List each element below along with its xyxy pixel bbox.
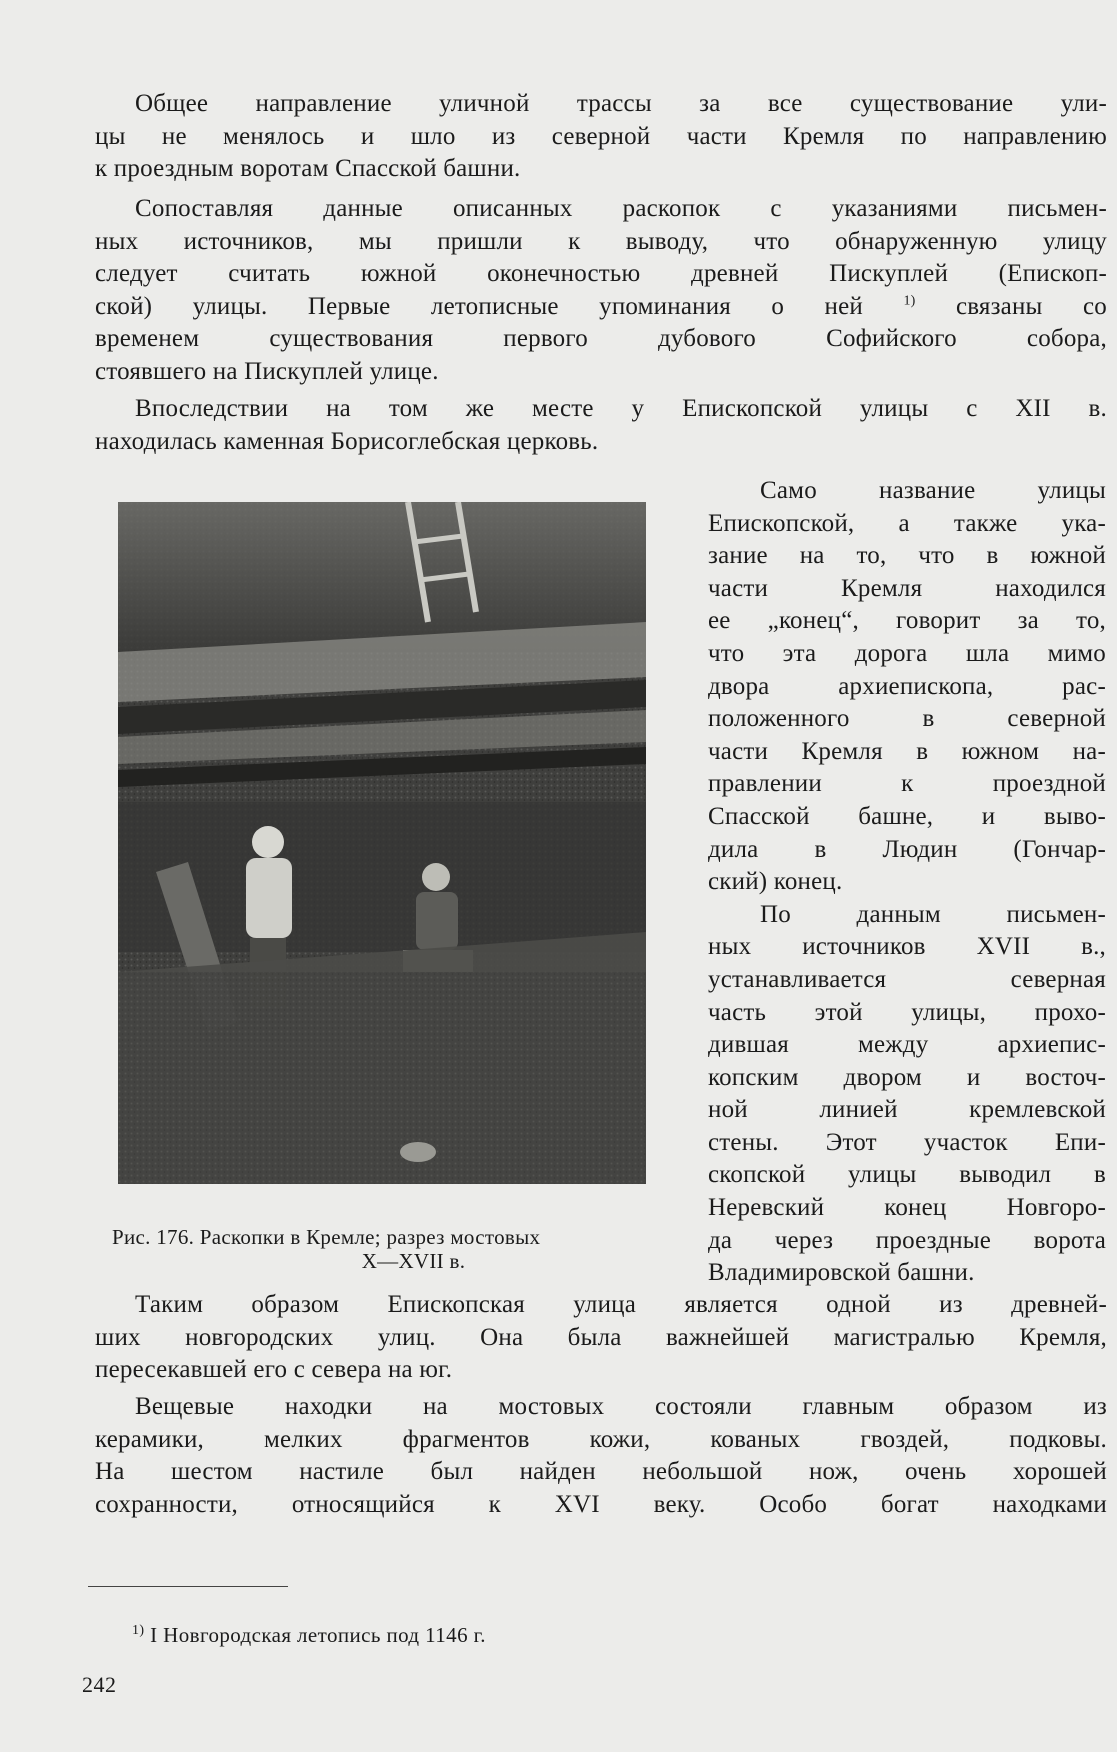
text-line: Таким образом Епископская улица является одной из древней- [135, 1291, 1107, 1318]
footnote-text: I Новгородская летопись под 1146 г. [150, 1623, 486, 1647]
footnote [132, 1622, 486, 1648]
text-line: находилась каменная Борисоглебская церковь. [95, 427, 599, 455]
footnote-reference: 1) [903, 293, 916, 309]
footnote-mark: 1) [132, 1623, 145, 1638]
text-line: Неревский конец Новгоро- [708, 1194, 1106, 1222]
caption-line: X—XVII в. [361, 1249, 466, 1273]
text-line: пересекавшей его с севера на юг. [95, 1356, 453, 1384]
text-line: двора архиепископа, рас- [708, 672, 1106, 700]
text-line: Впоследствии на том же месте у Епископской улицы с XII в. [135, 395, 1107, 422]
text-line: правлении к проездной [708, 770, 1106, 798]
caption-line: Рис. 176. Раскопки в Кремле; разрез мостовых [112, 1225, 541, 1249]
text-line: Вещевые находки на мостовых состояли главным образом из [135, 1393, 1107, 1420]
figure-caption [112, 1225, 697, 1273]
text-fragment: связаны со [955, 292, 1107, 320]
text-line: ных источников, мы пришли к выводу, что обнаруженную улицу [95, 227, 1107, 255]
text-line: положенного в северной [708, 705, 1106, 733]
text-line: что эта дорога шла мимо [708, 639, 1106, 667]
text-line: дившая между архиепис- [708, 1031, 1106, 1059]
text-line: По данным письмен- [760, 900, 1106, 928]
text-line: стоявшего на Пискуплей улице. [95, 357, 439, 385]
paragraph-excavation-comparison [95, 193, 1107, 389]
text-line: Общее направление уличной трассы за все существование ули- [135, 90, 1107, 117]
text-line: На шестом настиле был найден небольшой нож, очень хорошей [95, 1458, 1107, 1486]
text-line: части Кремля в южном на- [708, 737, 1106, 765]
text-line: Владимировской башни. [708, 1259, 975, 1287]
text-line: скопской улицы выводил в [708, 1161, 1106, 1189]
text-line: часть этой улицы, прохо- [708, 998, 1106, 1026]
text-line: части Кремля находился [708, 574, 1106, 602]
text-line: Спасской башне, и выво- [708, 802, 1106, 830]
text-line: Само название улицы [760, 477, 1106, 504]
text-line: ных источников XVII в., [708, 933, 1106, 961]
text-line: копским двором и восточ- [708, 1063, 1106, 1091]
footnote-divider [88, 1586, 288, 1587]
text-line: Епископской, а также ука- [708, 509, 1106, 537]
text-line: Сопоставляя данные описанных раскопок с указаниями письмен- [135, 195, 1107, 222]
text-line: устанавливается северная [708, 965, 1106, 993]
text-line: зание на то, что в южной [708, 542, 1106, 570]
text-line: ной линией кремлевской [708, 1096, 1106, 1124]
paragraph-street-direction [95, 88, 1107, 186]
text-line: ский) конец. [708, 868, 843, 896]
text-line: ее „конец“, говорит за то, [708, 607, 1106, 635]
photo-illustration [118, 502, 646, 1184]
paragraph-finds [95, 1391, 1107, 1521]
text-line: временем существования первого дубового Софийского собора, [95, 325, 1107, 353]
text-line: следует считать южной оконечностью древней Пискуплей (Епископ- [95, 260, 1107, 288]
paragraph-conclusion [95, 1289, 1107, 1387]
side-column-text [708, 475, 1106, 1290]
paragraph-church [95, 393, 1107, 458]
text-line: дила в Людин (Гончар- [708, 835, 1106, 863]
page-number: 242 [82, 1672, 117, 1697]
text-line: ших новгородских улиц. Она была важнейшей магистралью Кремля, [95, 1323, 1107, 1351]
text-line: сохранности, относящийся к XVI веку. Особо богат находками [95, 1490, 1107, 1518]
text-fragment: ской) улицы. Первые летописные упоминания о ней [95, 292, 863, 320]
text-line: цы не менялось и шло из северной части Кремля по направлению [95, 122, 1107, 150]
text-line: стены. Этот участок Епи- [708, 1128, 1106, 1156]
text-line-with-note [95, 291, 1107, 324]
text-line: к проездным воротам Спасской башни. [95, 155, 521, 183]
text-line: керамики, мелких фрагментов кожи, кованых гвоздей, подковы. [95, 1425, 1107, 1453]
excavation-photograph [118, 502, 646, 1184]
text-line: да через проездные ворота [708, 1226, 1106, 1254]
